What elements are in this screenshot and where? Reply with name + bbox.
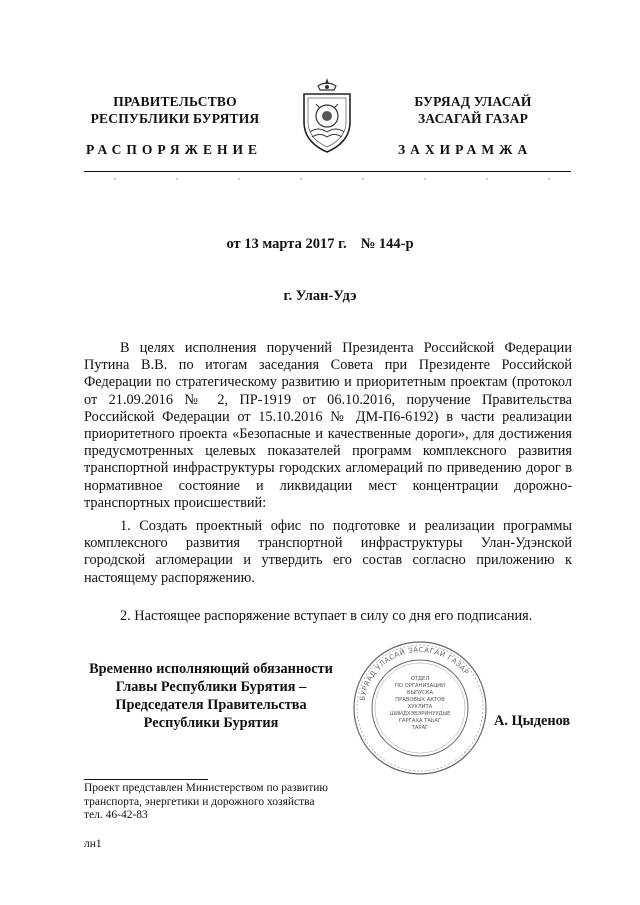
footnote-line: тел. 46-42-83 <box>84 809 148 821</box>
signatory-title-line: Временно исполняющий обязанности <box>89 661 333 677</box>
preamble-paragraph <box>84 340 572 512</box>
document-number: № 144-р <box>360 236 414 252</box>
preamble-text: В целях исполнения поручений Президента Российской Федерации Путина В.В. по итогам заседания Совета при Президенте Российской Федерации по стратегическому развитию и приоритетным проектам (протокол от 21.09.2016 № 2, ПР-1919 от 06.10.2016, поручение Правительства Российской Федерации от 15.10.2016 № ДМ-П6-6192) в части реализации приоритетного проекта «Безопасные и качественные дороги», для достижения предусмотренных целевых показателей программ комплексного развития транспортной инфраструктуры городских агломераций по приведению дорог в нормативное состояние и ликвидации мест концентрации дорожно-транспортных происшествий: <box>84 340 572 511</box>
government-name-line: БУРЯАД УЛАСАЙ <box>414 94 532 109</box>
document-type-russian: РАСПОРЯЖЕНИЕ <box>86 142 263 157</box>
signatory-title-line: Республики Бурятия <box>143 715 279 731</box>
document-date: от 13 марта 2017 г. <box>226 236 347 252</box>
document-code: лн1 <box>84 838 102 850</box>
document-city: г. Улан-Удэ <box>283 288 357 304</box>
item-1-paragraph <box>84 518 572 587</box>
seal-center-line: ШИИДХЭБЭРИНУУДЫЕ <box>389 711 451 717</box>
seal-center-line: ПРАВОВЫХ АКТОВ <box>395 697 445 703</box>
footnote-line: транспорта, энергетики и дорожного хозяйства <box>84 795 315 808</box>
header-dotted-line <box>84 177 571 181</box>
seal-center-line: ГАРГАХА ТАЬАГ <box>398 718 442 724</box>
project-footnote <box>84 782 384 823</box>
signatory-title-line: Главы Республики Бурятия – <box>115 679 307 695</box>
item-2-text: 2. Настоящее распоряжение вступает в силу со дня его подписания. <box>120 608 533 624</box>
government-name-line: ПРАВИТЕЛЬСТВО <box>113 94 237 109</box>
seal-center-line: ХУУЛИТА <box>407 704 433 710</box>
document-type-buryat: ЗАХИРАМЖА <box>398 142 533 157</box>
signatory-name: А. Цыденов <box>494 713 571 729</box>
seal-center-line: ОТДЕЛ <box>410 676 430 682</box>
signatory-title-line: Председателя Правительства <box>115 697 307 713</box>
item-1-text: 1. Создать проектный офис по подготовке и реализации программы комплексного развития транспортной инфраструктуры Улан-Удэнской городской агломерации и утвердить его состав согласно приложению к настоящему распоряжению. <box>84 518 572 586</box>
government-name-line: ЗАСАГАЙ ГАЗАР <box>417 111 529 126</box>
document-date-number <box>0 236 640 253</box>
official-seal-stamp <box>352 640 488 776</box>
government-name-line: РЕСПУБЛИКИ БУРЯТИЯ <box>90 111 260 126</box>
coat-of-arms-emblem <box>296 76 358 156</box>
header-divider <box>84 171 571 172</box>
signatory-title <box>72 660 350 732</box>
government-name-russian <box>60 93 290 127</box>
seal-center-line: ВЫПУСКА <box>406 690 434 696</box>
seal-center-line: ТАРАГ <box>411 725 429 731</box>
item-2-paragraph <box>84 608 572 625</box>
government-name-buryat <box>358 93 588 127</box>
seal-center-line: ПО ОРГАНИЗАЦИИ <box>394 683 446 689</box>
seal-outer-text: БУРЯАД УЛАСАЙ ЗАСАГАЙ ГАЗАР <box>358 645 471 702</box>
footnote-divider <box>84 779 208 780</box>
footnote-line: Проект представлен Министерством по развитию <box>84 782 328 794</box>
